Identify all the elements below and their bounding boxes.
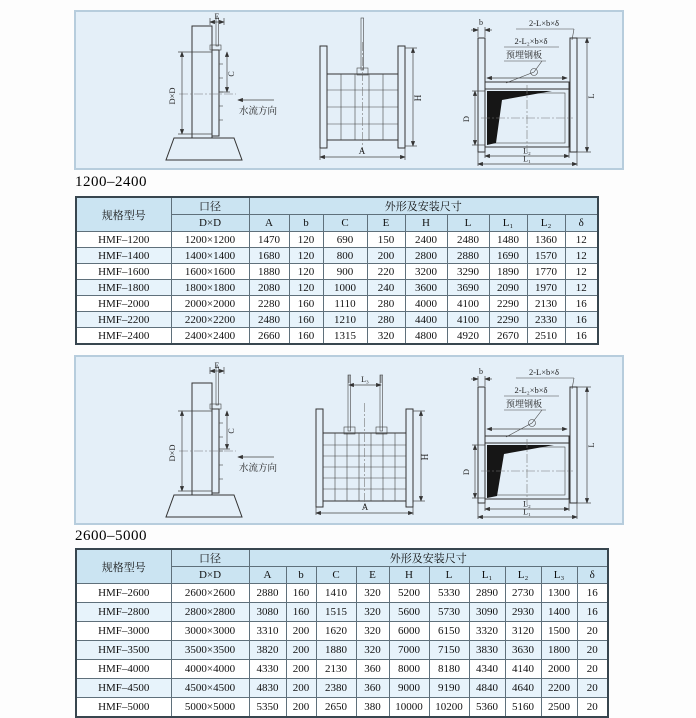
spec-table-1200-2400 xyxy=(75,196,599,345)
table-cell: 6150 xyxy=(429,622,469,641)
table-cell: 7000 xyxy=(389,641,429,660)
table-cell: 160 xyxy=(289,312,323,328)
dim-label-l3: L₃ xyxy=(361,375,369,384)
table-cell: HMF–1400 xyxy=(76,248,171,264)
table-cell: 220 xyxy=(367,264,405,280)
table-row xyxy=(76,679,608,698)
table-cell: 240 xyxy=(367,280,405,296)
table-cell: 3310 xyxy=(249,622,286,641)
water-flow-label: 水流方向 xyxy=(238,464,278,474)
table-cell: 120 xyxy=(289,232,323,248)
table-cell: 2890 xyxy=(469,584,505,603)
header-col: H xyxy=(405,215,447,232)
dim-label-d: D xyxy=(461,115,471,123)
table-cell: HMF–2600 xyxy=(76,584,171,603)
table-cell: 3600 xyxy=(405,280,447,296)
table-cell: 320 xyxy=(356,584,389,603)
table-cell: 20 xyxy=(577,641,608,660)
table-cell: 2380 xyxy=(316,679,356,698)
table-cell: 160 xyxy=(286,584,316,603)
header-dxd: D×D xyxy=(171,215,249,232)
note-2lbd: 2-L×b×δ xyxy=(528,367,560,377)
header-col: L₂ xyxy=(527,215,565,232)
table-cell: 4830 xyxy=(249,679,286,698)
table-cell: 2290 xyxy=(489,312,527,328)
table-row xyxy=(76,264,598,280)
dim-label-d: D xyxy=(461,468,471,476)
table-cell: 2330 xyxy=(527,312,565,328)
table-cell: 200 xyxy=(367,248,405,264)
table-cell: 2600×2600 xyxy=(171,584,249,603)
dim-label-e: E xyxy=(214,361,220,370)
note-2l2bd: 2-L₂×b×δ xyxy=(514,36,548,46)
table-cell: 2290 xyxy=(489,296,527,312)
table-cell: 20 xyxy=(577,622,608,641)
table-cell: 1880 xyxy=(316,641,356,660)
table-cell: 200 xyxy=(286,641,316,660)
table-cell: 200 xyxy=(286,679,316,698)
table-cell: 2000×2000 xyxy=(171,296,249,312)
dim-label-l1: L₁ xyxy=(523,154,531,164)
table-cell: 2670 xyxy=(489,328,527,345)
table-cell: 200 xyxy=(286,622,316,641)
table-cell: 20 xyxy=(577,679,608,698)
table-cell: 1515 xyxy=(316,603,356,622)
table-cell: 20 xyxy=(577,698,608,718)
table-header-row xyxy=(76,549,608,567)
table-cell: 360 xyxy=(356,679,389,698)
table-row xyxy=(76,248,598,264)
table-cell: 320 xyxy=(356,622,389,641)
table-cell: 4100 xyxy=(447,312,489,328)
table-cell: 7150 xyxy=(429,641,469,660)
table-cell: 1480 xyxy=(489,232,527,248)
table-cell: 4000 xyxy=(405,296,447,312)
table-cell: 4000×4000 xyxy=(171,660,249,679)
drawing-panel-2600-5000 xyxy=(74,355,624,525)
table-cell: 4920 xyxy=(447,328,489,345)
table-cell: 2400 xyxy=(405,232,447,248)
table-row xyxy=(76,296,598,312)
table-cell: 16 xyxy=(577,603,608,622)
table-cell: HMF–2400 xyxy=(76,328,171,345)
table-cell: 12 xyxy=(565,280,598,296)
table-cell: 2880 xyxy=(249,584,286,603)
header-col: L xyxy=(429,567,469,584)
side-view xyxy=(166,361,277,517)
table-cell: 4400 xyxy=(405,312,447,328)
table-cell: 160 xyxy=(289,296,323,312)
header-col: E xyxy=(367,215,405,232)
dim-label-h: H xyxy=(420,453,430,461)
header-dimensions: 外形及安装尺寸 xyxy=(249,197,598,215)
table-cell: 3080 xyxy=(249,603,286,622)
table-cell: HMF–4500 xyxy=(76,679,171,698)
table-cell: 2480 xyxy=(447,232,489,248)
table-cell: 320 xyxy=(356,603,389,622)
table-cell: 3820 xyxy=(249,641,286,660)
table-cell: 5000×5000 xyxy=(171,698,249,718)
table-cell: 120 xyxy=(289,264,323,280)
table-cell: 2500 xyxy=(541,698,577,718)
table-row xyxy=(76,328,598,345)
table-row xyxy=(76,603,608,622)
header-col: δ xyxy=(577,567,608,584)
table-cell: 1000 xyxy=(323,280,367,296)
installation-view xyxy=(461,367,596,519)
table-cell: 16 xyxy=(565,296,598,312)
drawing-panel-1200-2400 xyxy=(74,10,624,170)
table-cell: 4340 xyxy=(469,660,505,679)
gate-drawing-1200-2400 xyxy=(76,12,622,168)
header-col: C xyxy=(323,215,367,232)
table-cell: 5200 xyxy=(389,584,429,603)
water-flow-label: 水流方向 xyxy=(238,107,278,117)
table-row xyxy=(76,232,598,248)
table-cell: 160 xyxy=(289,328,323,345)
table-cell: 16 xyxy=(565,312,598,328)
table-cell: 3000×3000 xyxy=(171,622,249,641)
table-cell: 900 xyxy=(323,264,367,280)
table-cell: 150 xyxy=(367,232,405,248)
table-cell: 1315 xyxy=(323,328,367,345)
table-cell: 690 xyxy=(323,232,367,248)
table-cell: 3500×3500 xyxy=(171,641,249,660)
table-cell: 3320 xyxy=(469,622,505,641)
table-cell: 1970 xyxy=(527,280,565,296)
table-cell: 1360 xyxy=(527,232,565,248)
table-cell: 280 xyxy=(367,296,405,312)
dim-label-h: H xyxy=(413,94,423,102)
table-cell: 10200 xyxy=(429,698,469,718)
dim-label-dxd: D×D xyxy=(167,87,177,105)
table-cell: 4640 xyxy=(505,679,541,698)
table-cell: 5730 xyxy=(429,603,469,622)
table-cell: 800 xyxy=(323,248,367,264)
dim-label-l: L xyxy=(586,442,596,448)
table-cell: 1680 xyxy=(249,248,289,264)
front-view xyxy=(320,18,423,160)
spec-table-2600-5000 xyxy=(75,548,609,718)
table-cell: 4140 xyxy=(505,660,541,679)
table-cell: 200 xyxy=(286,698,316,718)
table-cell: 5350 xyxy=(249,698,286,718)
table-cell: 5600 xyxy=(389,603,429,622)
table-cell: 1620 xyxy=(316,622,356,641)
table-cell: 5160 xyxy=(505,698,541,718)
table-cell: 3290 xyxy=(447,264,489,280)
table-cell: 8180 xyxy=(429,660,469,679)
table-cell: HMF–1800 xyxy=(76,280,171,296)
table-row xyxy=(76,698,608,718)
table-cell: 360 xyxy=(356,660,389,679)
table-cell: 2660 xyxy=(249,328,289,345)
table-cell: HMF–2200 xyxy=(76,312,171,328)
table-cell: 280 xyxy=(367,312,405,328)
header-model: 规格型号 xyxy=(76,549,171,584)
header-col: L₁ xyxy=(489,215,527,232)
table-cell: 9000 xyxy=(389,679,429,698)
header-col: b xyxy=(286,567,316,584)
table-cell: 320 xyxy=(367,328,405,345)
table-cell: 4330 xyxy=(249,660,286,679)
table-cell: 4800 xyxy=(405,328,447,345)
header-dimensions: 外形及安装尺寸 xyxy=(249,549,608,567)
table-cell: 16 xyxy=(577,584,608,603)
note-embedded-plate: 预埋钢板 xyxy=(505,50,543,60)
table-cell: HMF–3000 xyxy=(76,622,171,641)
table-cell: 2130 xyxy=(316,660,356,679)
table-cell: 120 xyxy=(289,280,323,296)
table-cell: 6000 xyxy=(389,622,429,641)
table-cell: 3690 xyxy=(447,280,489,296)
installation-view xyxy=(461,18,596,166)
table-cell: 1210 xyxy=(323,312,367,328)
table-cell: 1470 xyxy=(249,232,289,248)
table-cell: 1690 xyxy=(489,248,527,264)
table-cell: 2200 xyxy=(541,679,577,698)
table-cell: 2090 xyxy=(489,280,527,296)
dim-label-b: b xyxy=(479,367,483,376)
table-cell: 4840 xyxy=(469,679,505,698)
table-cell: HMF–2800 xyxy=(76,603,171,622)
table-cell: 12 xyxy=(565,264,598,280)
table-cell: 10000 xyxy=(389,698,429,718)
dim-label-a: A xyxy=(358,146,366,156)
table-cell: 2280 xyxy=(249,296,289,312)
table-cell: 2800 xyxy=(405,248,447,264)
dim-label-l1: L₁ xyxy=(523,507,531,517)
table-row xyxy=(76,622,608,641)
header-col: L₁ xyxy=(469,567,505,584)
table-cell: 2480 xyxy=(249,312,289,328)
table-header-row xyxy=(76,197,598,215)
table-cell: HMF–1200 xyxy=(76,232,171,248)
table-cell: 1800×1800 xyxy=(171,280,249,296)
table-cell: 380 xyxy=(356,698,389,718)
table-row xyxy=(76,641,608,660)
table-cell: 4100 xyxy=(447,296,489,312)
table-cell: 2930 xyxy=(505,603,541,622)
header-col: L₂ xyxy=(505,567,541,584)
table-cell: HMF–2000 xyxy=(76,296,171,312)
dim-label-b: b xyxy=(479,18,483,27)
table-cell: HMF–4000 xyxy=(76,660,171,679)
table-cell: 2000 xyxy=(541,660,577,679)
header-col: δ xyxy=(565,215,598,232)
table-cell: 1400 xyxy=(541,603,577,622)
table-row xyxy=(76,660,608,679)
table-cell: 1800 xyxy=(541,641,577,660)
dim-label-c: C xyxy=(227,71,236,77)
header-col: C xyxy=(316,567,356,584)
table-cell: 1500 xyxy=(541,622,577,641)
table-cell: 9190 xyxy=(429,679,469,698)
dim-label-c: C xyxy=(227,428,236,434)
table-cell: 200 xyxy=(286,660,316,679)
table-cell: HMF–5000 xyxy=(76,698,171,718)
header-col: A xyxy=(249,215,289,232)
table-cell: 3120 xyxy=(505,622,541,641)
table-cell: 1880 xyxy=(249,264,289,280)
table-cell: HMF–1600 xyxy=(76,264,171,280)
table-cell: 2130 xyxy=(527,296,565,312)
table-cell: 1770 xyxy=(527,264,565,280)
header-col: A xyxy=(249,567,286,584)
table-cell: 320 xyxy=(356,641,389,660)
table-cell: 16 xyxy=(565,328,598,345)
table-cell: 160 xyxy=(286,603,316,622)
dim-label-l2: L₂ xyxy=(523,146,531,156)
table-cell: 1400×1400 xyxy=(171,248,249,264)
table-cell: 1200×1200 xyxy=(171,232,249,248)
table-cell: 5330 xyxy=(429,584,469,603)
dim-label-l2: L₂ xyxy=(523,499,531,509)
table-cell: 3200 xyxy=(405,264,447,280)
header-col: E xyxy=(356,567,389,584)
section-title-2600-5000: 2600–5000 xyxy=(75,528,147,544)
header-col: H xyxy=(389,567,429,584)
header-col: L₃ xyxy=(541,567,577,584)
section-title-1200-2400: 1200–2400 xyxy=(75,174,147,190)
table-cell: 3830 xyxy=(469,641,505,660)
dim-label-a: A xyxy=(361,502,369,512)
table-cell: 2510 xyxy=(527,328,565,345)
header-model: 规格型号 xyxy=(76,197,171,232)
table-row xyxy=(76,312,598,328)
table-cell: HMF–3500 xyxy=(76,641,171,660)
note-2lbd: 2-L×b×δ xyxy=(528,18,560,28)
table-cell: 1600×1600 xyxy=(171,264,249,280)
table-cell: 2800×2800 xyxy=(171,603,249,622)
note-embedded-plate: 预埋钢板 xyxy=(505,399,543,409)
table-cell: 2730 xyxy=(505,584,541,603)
table-cell: 2080 xyxy=(249,280,289,296)
header-col: b xyxy=(289,215,323,232)
table-cell: 120 xyxy=(289,248,323,264)
header-caliber: 口径 xyxy=(171,549,249,567)
table-cell: 1110 xyxy=(323,296,367,312)
header-col: L xyxy=(447,215,489,232)
table-cell: 8000 xyxy=(389,660,429,679)
note-2l2bd: 2-L₂×b×δ xyxy=(514,385,548,395)
table-cell: 1890 xyxy=(489,264,527,280)
table-cell: 2650 xyxy=(316,698,356,718)
gate-drawing-2600-5000 xyxy=(76,357,622,523)
table-cell: 1570 xyxy=(527,248,565,264)
table-row xyxy=(76,280,598,296)
table-row xyxy=(76,584,608,603)
table-cell: 3630 xyxy=(505,641,541,660)
front-view xyxy=(316,375,430,515)
table-cell: 2400×2400 xyxy=(171,328,249,345)
table-cell: 1300 xyxy=(541,584,577,603)
table-cell: 5360 xyxy=(469,698,505,718)
table-cell: 20 xyxy=(577,660,608,679)
header-caliber: 口径 xyxy=(171,197,249,215)
dim-label-l: L xyxy=(586,93,596,99)
table-cell: 1410 xyxy=(316,584,356,603)
header-dxd: D×D xyxy=(171,567,249,584)
dim-label-dxd: D×D xyxy=(167,444,177,462)
dim-label-e: E xyxy=(214,12,220,21)
table-cell: 2880 xyxy=(447,248,489,264)
table-cell: 2200×2200 xyxy=(171,312,249,328)
table-cell: 12 xyxy=(565,248,598,264)
table-cell: 12 xyxy=(565,232,598,248)
table-cell: 4500×4500 xyxy=(171,679,249,698)
table-cell: 3090 xyxy=(469,603,505,622)
side-view xyxy=(166,12,277,160)
